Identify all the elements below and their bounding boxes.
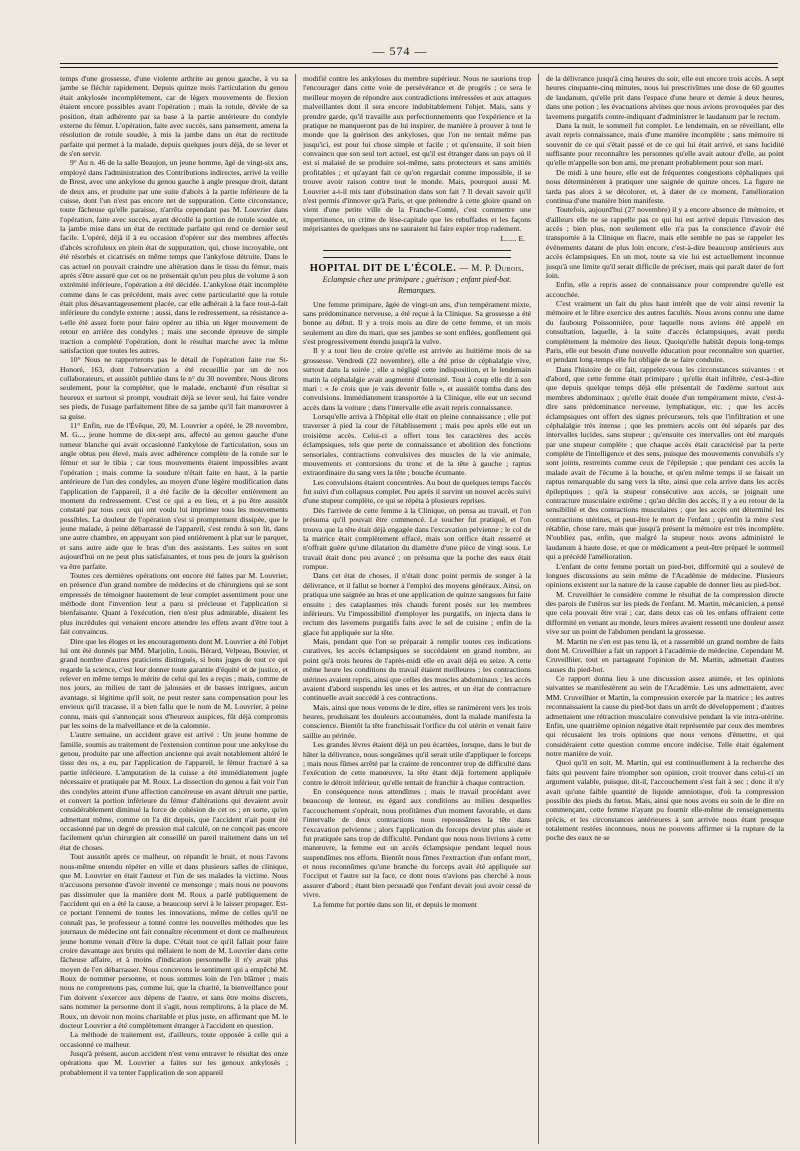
paragraph: de la délivrance jusqu'à cinq heures du soir, elle eut encore trois accès. A sept heures cinquante-cinq minutes, nous lui prescrivîmes une dose de 60 gouttes de laudanum, qu'elle prit dans l'espace d'une heure et demie à deux heures, dans une potion ; les évacuations alvines que nous avions provoquées par des lavemens purgatifs contre-indiquant d'administrer le laudanum par le rectum.	[546, 74, 784, 121]
column-divider	[538, 74, 539, 1144]
paragraph: Une femme primipare, âgée de vingt-un ans, d'un tempérament mixte, sans prédominance nerveuse, a été reçue à la Clinique. Sa grossesse a été bonne au début. Il y a trois mois au dire de cette femme, et un mois seulement au dire du mari, que ses jambes se sont enflées, gonflement qui s'est progressivement étendu jusqu'à la vulve.	[303, 299, 531, 346]
column-left	[60, 74, 288, 1144]
header-rule-thin	[60, 67, 778, 68]
paragraph: modifié contre les ankyloses du membre supérieur. Nous ne saurions trop l'encourager dans cette voie de persévérance et de progrès ; ce sera le meilleur moyen de répondre aux contradictions intéressées et aux attaques malveillantes dont il sera encore indubitablement l'objet. Mais, sans y prendre garde, qu'il travaille aux perfectionnements que l'expérience et la pratique ne manqueront pas de lui inspirer, de manière à prouver à tout le monde que la guérison des ankyloses, que l'on ne tentait même pas jusqu'ici, est pour lui chose simple et facile ; et qu'ensuite, il soit bien convaincu que son seul tort actuel, est qu'il est étranger dans un pays où il est si malaisé de se produire soi-même, sans protecteurs et sans amitiés profitables ; et qu'ayant fait ce qu'on regardait comme impossible, il se trouve avoir raison contre tout le monde. Mais, pourquoi aussi M. Louvrier a-t-il mis tant d'obstination dans son fait ? Il devait savoir qu'il n'est permis d'innover qu'à Paris, et que prétendre à cette gloire quand on vient d'une petite ville de la Franche-Comté, c'est commettre une impertinence, un crime de lèse-capitale que les rebuffades et les façons méprisantes de quelques uns ne sauraient lui faire expier trop rudement.	[303, 74, 531, 233]
paragraph: Dès l'arrivée de cette femme à la Clinique, on pensa au travail, et l'on présuma qu'il pouvait être commencé. Le toucher fut pratiqué, et l'on trouva que la tête était déjà engagée dans l'excavation pelvienne ; le col de la matrice était complètement effacé, mais son orifice était resserré et n'offrait guère qu'une dilatation du diamètre d'une pièce de vingt sous. Le travail était donc peu avancé ; on présuma que la poche des eaux était rompue.	[303, 505, 531, 571]
section-author: — M. P. Dubois.	[459, 262, 525, 273]
paragraph: Enfin, elle a repris assez de connaissance pour comprendre qu'elle est accouchée.	[546, 280, 784, 299]
paragraph: L'enfant de cette femme portait un pied-bot, difformité qui a soulevé de longues discussions au sein même de l'Académie de médecine. Plusieurs opinions existent sur la nature de la cause capable de donner lieu au pied-bot.	[546, 561, 784, 590]
column-right	[546, 74, 784, 1144]
paragraph: Mais, ainsi que nous venons de le dire, elles se ranimèrent vers les trois heures, produisant les douleurs accoutumées, dont la malade manifesta la conscience. Bientôt la tête franchissait l'orifice du col utérin et venait faire saillie au périnée.	[303, 702, 531, 740]
section-remarks-label: Remarques.	[398, 286, 436, 296]
paragraph: M. Martin ne s'en est pas tenu là, et a rassemblé un grand nombre de faits dont M. Cruveilhier a fait un rapport à l'académie de médecine. Cependant M. Cruveilhier, tout en partageant l'opinion de M. Martin, admettait d'autres causes du pied-bot.	[546, 636, 784, 674]
page-number: — 574 —	[372, 44, 428, 58]
paragraph: 9° Au n. 46 de la salle Beaujon, un jeune homme, âgé de vingt-six ans, employé dans l'administration des Contributions indirectes, arrivé la veille de Brest, avec une ankylose du genou gauche à angle presque droit, datant de deux ans, et produite par une suite d'abcès à la partie inférieure de la cuisse, dont l'un n'est pas encore net de suppuration. Cette circonstance, toute fâcheuse qu'elle paraisse, n'arrêta cependant pas M. Louvrier dans l'opération, faite avec succès, ayant décollé la portion de rotule soudée et, la jambe mise dans un état de rectitude parfaite qui rend ce dernier seul facile. L'opéré, déjà il à eu occasion d'opérer sur des membres affectés d'abcès scrofuleux en plein état de suppuration, qui, chose incroyable, ont été résorbés et cicatrisés en même temps que l'ankylose détruite. Dans le cas actuel on pouvait craindre une altération dans le tissu du fémur, mais après s'être assuré que cet os ne présentait qu'un peu plus de volume à son extrémité inférieure, l'opération a été décidée. L'ankylose était incomplète comme dans le cas précédent, mais avec cette particularité que la rotule était plus désavantageusement placée, car elle adhérait à la face tout-à-fait inférieure du condyle externe : aussi, dans le redressement, sa résistance a-t-elle été assez forte pour faire opérer au tibia un léger mouvement de retour en arrière des condyles ; mais une seconde épreuve de simple traction a complété l'opération, dont le résultat marche avec la même satisfaction que toutes les autres.	[60, 158, 288, 355]
paragraph: Toutefois, aujourd'hui (27 novembre) il y a encore absence de mémoire, et d'ailleurs elle ne se rappelle pas ce qui lui est arrivé depuis l'invasion des accès ; bien plus, non seulement elle n'a pas la conscience d'avoir été transportée à la Clinique en fiacre, mais elle semble ne pas se rappeler les événements datant de plus loin encore, c'est-à-dire beaucoup antérieurs aux accès éclampsiques. En un mot, toute sa vie lui est actuellement inconnue jusqu'à une limite qu'il serait difficile de préciser, mais qui paraît dater de fort loin.	[546, 205, 784, 280]
article-signature: L...... E.	[500, 234, 525, 244]
column-middle	[303, 74, 531, 1144]
paragraph: Toutes ces dernières opérations ont encore été faites par M. Louvrier, en présence d'un grand nombre de médecins et de chirurgiens qui se sont empressés de témoigner hautement de leur complet assentiment pour une méthode dont l'invention leur a paru si précieuse et l'application si bienfaisante. Quant à l'exécution, rien n'est plus admirable, disaient les plus incrédules qui venaient encore attendre les effets avant d'être tout à fait convaincus.	[60, 570, 288, 637]
paragraph: Jusqu'à présent, aucun accident n'est venu entraver le résultat des onze opérations que M. Louvrier a faites sur les genoux ankylosés ; probablement il va tenter l'application de son appareil	[60, 1049, 288, 1077]
paragraph: De midi à une heure, elle eut de fréquentes congestions céphaliques qui nous déterminèrent à pratiquer une saignée de quinze onces. La figure ne tarda pas alors à se décolorer, et, à dater de ce moment, l'amélioration continua d'une manière bien manifeste.	[546, 167, 784, 205]
paragraph: Ce rapport donna lieu à une discussion assez animée, et les opinions suivantes se manifestèrent au sein de l'Académie. Les uns admettaient, avec MM. Cruveilhier et Martin, la compression exercée par la matrice ; les autres reconnaissaient la cause du pied-bot dans un arrêt de développement ; d'autres admettaient une rétraction musculaire convulsive pendant la vie intra-utérine. Enfin, une quatrième opinion négative était représentée par ceux des membres qui récusaient les trois opinions que nous venons d'émettre, et qui considéraient cette question comme encore indécise. Telle était également notre manière de voir.	[546, 674, 784, 758]
section-subtitle: Eclampsie chez une primipare ; guérison ; enfant pied-bot.	[322, 275, 512, 285]
paragraph: 11° Enfin, rue de l'Évêque, 20, M. Louvrier a opéré, le 28 novembre, M. G..., jeune homme de dix-sept ans, affecté au genou gauche d'une tumeur blanche qui avait occasionné l'ankylose de l'articulation, sous un angle obtus peu élevé, mais avec adhérence complète de la rotule sur le fémur et sur le tibia ; car tous mouvements étaient impossibles avant l'opération ; mais comme la soudure n'était faite en haut, à la partie antérieure de l'un des condyles, au moyen d'une légère modification dans l'application de l'appareil, il a été facile de la décoller entièrement au moment du redressement. C'est ce qui a eu lieu, et a pu être aussitôt constaté par tous ceux qui ont voulu lui imprimer tous les mouvements possibles. La douleur de l'opération s'est si promptement dissipée, que le jeune malade, à peine débarrassé de l'appareil, s'est rendu à son lit, dans une autre chambre, en appuyant son pied entièrement à plat sur le parquet, et sans autre aide que le bras d'un des assistants. Les suites en sont aujourd'hui on ne peut plus satisfaisantes, et tous peu de jours la guérison va être parfaite.	[60, 420, 288, 571]
column-divider	[295, 74, 296, 1144]
paragraph: Mais, pendant que l'on se préparait à remplir toutes ces indications curatives, les accès éclampsiques se succédaient en grand nombre, au point qu'à trois heures de l'après-midi elle en avait déjà eu seize. A cette même heure les conditions du travail étaient meilleures ; les contractions utérines avaient repris, ainsi que celles des muscles abdominaux ; les accès avaient d'abord suspendu les unes et les autres, et un état de contracture continuelle avait succédé à ces contractions.	[303, 637, 531, 703]
paragraph: Les grandes lèvres étaient déjà un peu écartées, lorsque, dans le but de hâter la délivrance, nous songeâmes qu'il serait utile d'appliquer le forceps ; mais nous fûmes arrêté par la crainte de rencontrer trop de difficulté dans l'exécution de cette manœuvre, la tête étant déjà fortement appliquée contre le détroit inférieur, qu'elle tentait de franchir à chaque contraction.	[303, 740, 531, 787]
paragraph: 10° Nous ne rapporterons pas le détail de l'opération faite rue St-Honoré, 163, dont l'observation a été recueillie par un de nos collaborateurs, et aussitôt publiée dans le n° du 30 novembre. Nous dirons seulement, pour la compléter, que le malade, enchanté d'un résultat si heureux et surtout si prompt, voudrait déjà se lever seul, lui faire vendre ses pieds, de l'usage parfaitement libre de sa jambe qu'il fait manœuvrer à sa guise.	[60, 355, 288, 421]
paragraph: Il y a tout lieu de croire qu'elle est arrivée au huitième mois de sa grossesse. Vendredi (22 novembre), elle a été prise de céphalalgie vive, surtout dans la soirée ; elle a négligé cette indisposition, et le lendemain matin la céphalalgie avait augmenté d'intensité. Tout à coup elle dit à son mari : « Je crois que je vais devenir folle », et aussitôt tomba dans des convulsions. Immédiatement transportée à la Clinique, elle eut un second accès dans la voiture ; dans l'intervalle elle avait repris connaissance.	[303, 346, 531, 412]
paragraph: C'est vraiment un fait du plus haut intérêt que de voir ainsi revenir la mémoire et le libre exercice des autres facultés. Nous avons connu une dame du faubourg Poissonnière, pour laquelle nous avions été appelé en consultation, laquelle, à la suite d'accès éclampsiques, avait perdu complètement la mémoire des lieux. Quoiqu'elle habitât depuis long-temps Paris, elle eut besoin d'une nouvelle éducation pour reconnaître son quartier, et pendant long-temps elle fut obligée de se faire conduire.	[546, 299, 784, 365]
header-rule	[60, 63, 778, 64]
paragraph: Dans l'histoire de ce fait, rappelez-vous les circonstances suivantes : et d'abord, que cette femme était primipare ; qu'elle était infiltrée, c'est-à-dire que depuis quelque temps déjà elle présentait de l'œdème surtout aux membres abdominaux ; qu'elle était douée d'un tempérament mixte, c'est-à-dire sans prédominance nerveuse, lymphatique, etc. ; que les accès éclampsiques ont offert des signes précurseurs, tels que l'infiltration et une céphalalgie très intense ; que les premiers accès ont été séparés par des intervalles lucides, sans stupeur ; qu'ensuite ces intervalles ont été marqués par une stupeur complète ; que chaque accès était caractérisé par la perte complète de l'intelligence et des sens, puisque des mouvements convulsifs s'y sont joints, restreints comme ceux de l'épilepsie ; que pendant ces accès la malade avait de l'écume à la bouche, et qu'en même temps il se faisait un raptus remarquable du sang vers la tête, ainsi que cela arrive dans les accès épileptiques ; qu'à la stupeur consécutive aux accès, se joignait une contracture musculaire extrême ; qu'au déclin des accès, il y a eu retour de la sensibilité et des contractions musculaires ; que les accès ont déterminé les contractions utérines, et peut-être le mort de l'enfant ; qu'enfin la mère s'est rétablie, chose rare, mais que jusqu'à présent la mémoire est très incomplète. N'oubliez pas, enfin, que malgré la stupeur nous avons administré le laudanum à haute dose, et que ce médicament a peut-être préparé le sommeil qui a précédé l'amélioration.	[546, 364, 784, 562]
paragraph: La femme fut portée dans son lit, et depuis le moment	[313, 899, 477, 909]
section-title	[303, 264, 531, 273]
paragraph: M. Cruveilhier le considère comme le résultat de la compression directe des parois de l'utérus sur les pieds de l'enfant. M. Martin, mécanicien, a pensé que cela pouvait être vrai ; car, dans deux cas où les enfans offraient cette difformité en venant au monde, leurs mères avaient ressenti une douleur assez vive sur un point de l'abdomen pendant la grossesse.	[546, 589, 784, 637]
paragraph: L'autre semaine, un accident grave est arrivé : Un jeune homme de famille, soumis au traitement de l'extension continue pour une ankylose du genou, produite par une affection ancienne qui avait notablement altéré le tissu des os, a eu, par l'application de l'appareil, le fémur fracturé à sa partie inférieure. L'amputation de la cuisse a été immédiatement jugée nécessaire et pratiquée par M. Roux. La dissection du genou a fait voir l'un des condyles atteint d'une affection cancéreuse en avant détruit une partie, et convert la portion inférieure du fémur d'altérations qui devaient avoir considérablement diminué la force de cohésion de cet os ; en sorte, qu'en admettant même, comme on l'a dit depuis, que l'accident n'ait point été occasionné par un degré de pression mal calculé, on ne conçoit pas encore facilement qu'un chirurgien ait conseillé un pareil traitement dans un tel état de choses.	[60, 730, 288, 852]
section-divider-bold	[323, 257, 511, 258]
paragraph: Dans cet état de choses, il n'était donc point permis de songer à la délivrance, et il fallut se borner à l'emploi des moyens généraux. Ainsi, on pratiqua une saignée au bras et une application de quinze sangsues fut faite ensuite ; des cataplasmes très chauds furent posés sur les membres inférieurs. Vu l'impossibilité d'employer les purgatifs, on injecta dans le rectum des lavemens purgatifs faits avec le sel de cuisine ; enfin de la glace fut appliquée sur la tête.	[303, 571, 531, 637]
paragraph: Tout aussitôt après ce malheur, on répandit le bruit, et nous l'avons nous-même entendu répéter en ville et dans plusieurs salles de clinique, que M. Louvrier en était l'auteur et l'un de ses malades la victime. Nous n'accusons personne d'avoir inventé ce mensonge ; mais nous ne pouvons pas dissimuler que la manière dont M. Roux a parlé publiquement de l'accident qui en a été la cause, a beaucoup servi à le laisser propager. Est-ce portant l'ennemi de toutes les innovations, même de celles qu'il ne connaît pas, le professeur a tonné contre les nouvelles méthodes que les journaux de médecine ont fait connaître récemment et dont ce malheureux jeune homme venait d'être la dupe. C'était tout ce qu'il fallait pour faire croire davantage aux bruits qui mêlaient le nom de M. Louvrier dans cette fâcheuse affaire, et à moins d'indication personnelle il n'y avait plus moyen de l'en débarrasser. Nous concevons le sentiment qui a empêché M. Roux de nommer personne, et nous sommes loin de l'en blâmer ; mais nous ne comprenons pas, comme lui, que la charité, la bienveillance pour l'un doivent s'exercer aux dépens de l'autre, et sans être moins discrets, sans nommer la personne dont il s'agit, nous remplirons, à la place de M. Roux, un devoir non moins charitable et plus juste, en affirmant que M. le docteur Louvrier a été complètement étranger à l'accident en question.	[60, 852, 288, 1030]
section-title-text: HOPITAL DIT DE L'ÉCOLE.	[309, 262, 457, 274]
paragraph: Dans la nuit, le sommeil fut complet. Le lendemain, en se réveillant, elle avait repris connaissance, mais d'une manière incomplète ; sans mémoire ni souvenir de ce qui s'était passé et de ce qui lui était arrivé, et sans lucidité suffisante pour reconnaître les personnes qu'elle avait autour d'elle, au point qu'elle m'appelle son bon ami, me prenant probablement pour son mari.	[546, 120, 784, 168]
paragraph: temps d'une grossesse, d'une violente arthrite au genou gauche, à vu sa jambe se fléchir rapidement. Depuis quinze mois l'articulation du genou était ankylosée incomplétement, car de légers mouvements de flexion étaient encore possibles avant l'opération ; mais la rotule, déviée de sa position, était adhérente par sa base à la partie antérieure du condyle externe du fémur. L'opération, faite avec succès, sans pansement, amena la résolution de rotule soudée, à mis la jambe dans un état de rectitude parfaite qui permet à la malade, depuis quelques jours déjà, de se lever et de s'en servir.	[60, 74, 288, 158]
paragraph: Lorsqu'elle arriva à l'hôpital elle était en pleine connaissance ; elle put traverser à pied la cour de l'établissement ; mais peu après elle eut un troisième accès. Celui-ci a offert tous les caractères des accès éclampsiques, tels que perte de connaissance et abolition des fonctions sensoriales, contractions convulsives des muscles de la vie animale, mouvements et contorsions du tronc et de la tête à gauche ; raptus extraordinaire du sang vers la tête ; bouche écumante.	[303, 412, 531, 478]
paragraph: Dire que les éloges et les encouragements dont M. Louvrier a été l'objet lui ont été donnés par MM. Marjolin, Louis, Bérard, Velpeau, Bouvier, et grand nombre d'autres praticiens distingués, si bons juges de tout ce qui regarde la science, c'est leur donner toute garantie d'équité et de justice, et relever en même temps le mérite de celui qui les a reçus ; mais, comme de nos jours, au milieu de tant de jalousies et de basses intrigues, aucun avantage, si légitime qu'il soit, ne peut rester sans compensation pour les envieux qu'il tracasse, il a bien fallu que le nom de M. Louvrier, à peine connu, mais qui s'annonçait sous d'heureux auspices, fût déjà compromis par les soins de la malveillance et de la calomnie.	[60, 636, 288, 730]
paragraph: Les convulsions étaient concentrées. Au bout de quelques temps l'accès fut suivi d'un collapsus complet. Peu après il survint un nouvel accès suivi d'une stupeur complète, ce qui se répéta à plusieurs reprises.	[303, 477, 531, 506]
paragraph: En conséquence nous attendîmes ; mais le travail procédant avec beaucoup de lenteur, eu égard aux conditions au milieu desquelles l'accouchement s'opérait, nous profitâmes d'un moment favorable, et dans l'intervalle de deux contractions nous repoussâmes la tête dans l'excavation pelvienne ; alors l'application du forceps devint plus aisée et fut pratiquée sans trop de difficulté. Pendant que nous nous livrions à cette manœuvre, la femme eut un accès éclampsique pendant lequel nous suspendîmes nos efforts. Bientôt nous fîmes l'extraction d'un enfant mort, et nous reconnûmes qu'une branche du forceps avait été appliquée sur l'occiput et l'autre sur la face, ce dont nous n'avions pas cherché à nous assurer d'abord ; étant bien persuadé que l'enfant devait joui avoir cessé de vivre.	[303, 787, 531, 900]
section-divider	[323, 250, 511, 251]
paragraph: La méthode de traitement est, d'ailleurs, toute opposée à celle qui a occasionné ce malheur.	[60, 1030, 288, 1049]
paragraph: Quoi qu'il en soit, M. Martin, qui est continuellement à la recherche des faits qui peuvent faire triompher son opinion, croit trouver dans celui-ci un argument valable, puisque, dit-il, l'accouchement s'est fait à sec ; donc il n'y avait qu'une faible quantité de liquide amniotique, d'où la compression possible des pieds du fœtus. Mais, ainsi que nous avons eu soin de le dire en commençant, cette femme n'ayant pu fournir elle-même de renseignements précis, et les circonstances antérieures à son arrivée nous étant presque totalement restées inconnues, nous ne pouvons affirmer si la rupture de la poche des eaux ne se	[546, 758, 784, 843]
